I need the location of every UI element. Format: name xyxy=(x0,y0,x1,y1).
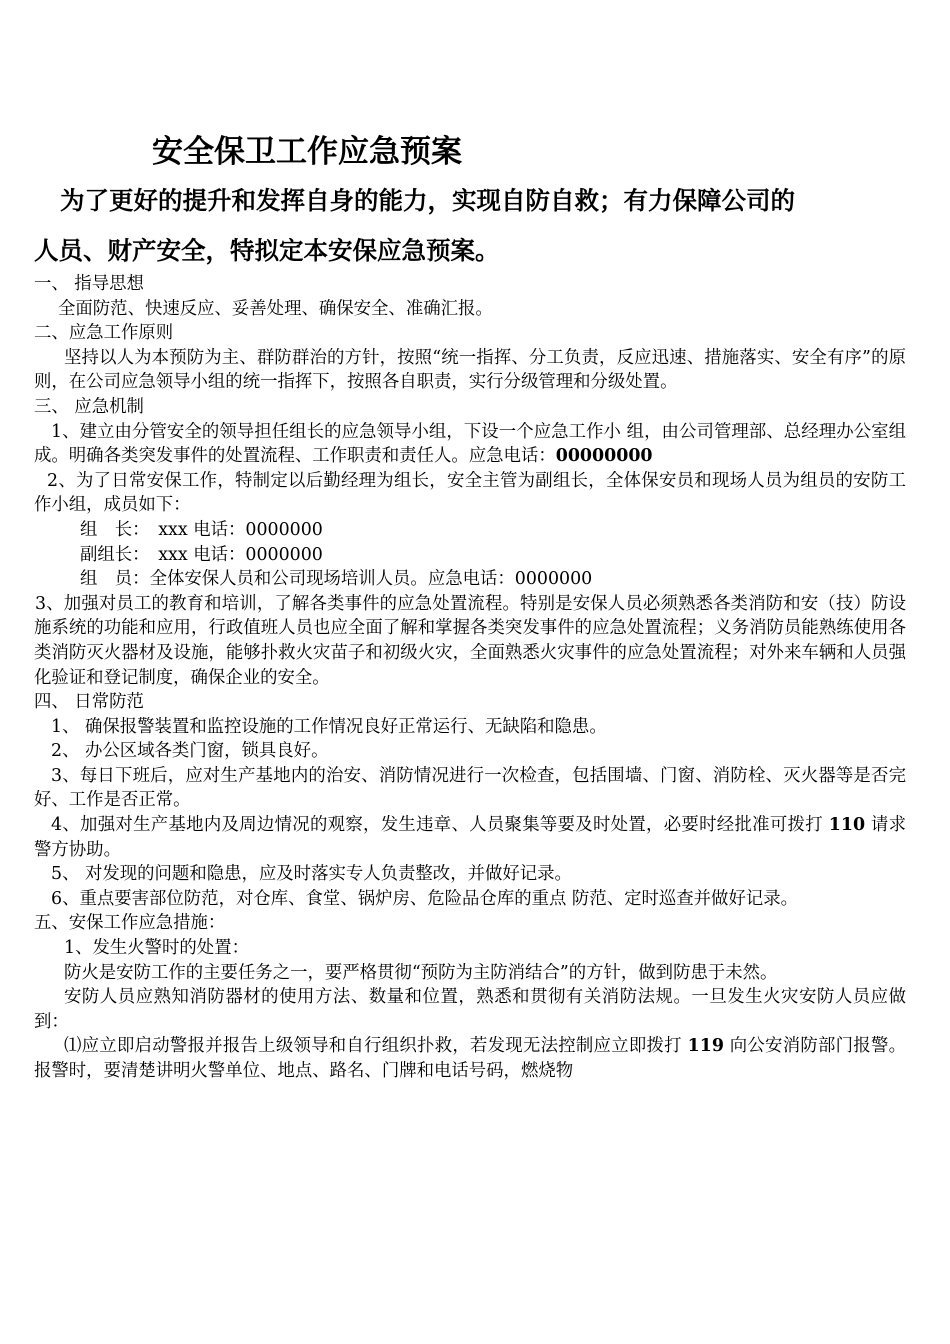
section-4-item-4 xyxy=(34,813,906,862)
section-4-item-5: 5、 对发现的问题和隐患，应及时落实专人负责整改，并做好记录。 xyxy=(51,864,572,885)
section-4-heading: 四、 日常防范 xyxy=(34,692,144,713)
section-4-item-3: 3、每日下班后，应对生产基地内的治安、消防情况进行一次检查，包括围墙、门窗、消防栓、灭火器等是否完好、工作是否正常。 xyxy=(34,765,906,811)
fire-number: 119 xyxy=(687,1036,724,1057)
police-number: 110 xyxy=(828,815,866,836)
section-4-item-6: 6、重点要害部位防范，对仓库、食堂、锅炉房、危险品仓库的重点 防范、定时巡查并做好记录。 xyxy=(51,888,799,909)
document-body xyxy=(34,272,906,1084)
emergency-phone: 00000000 xyxy=(555,446,653,467)
member-leader: 组 长： xxx 电话：0000000 xyxy=(80,519,323,540)
section-5-paragraph-3 xyxy=(34,1034,906,1083)
member-deputy-leader: 副组长： xxx 电话：0000000 xyxy=(80,544,323,565)
section-3-item-3: 3、加强对员工的教育和培训，了解各类事件的应急处置流程。特别是安保人员必须熟悉各类消防和安（技）防设施系统的功能和应用，行政值班人员也应全面了解和掌握各类突发事件的应急处置流程；义务消防员能熟练使用各类消防灭火器材及设施，能够扑救火灾苗子和初级火灾，全面熟悉火灾事件的应急处置流程；对外来车辆和人员强化验证和登记制度，确保企业的安全。 xyxy=(34,593,906,688)
section-1-text: 全面防范、快速反应、妥善处理、确保安全、准确汇报。 xyxy=(58,298,493,319)
section-2-text: 坚持以人为本预防为主、群防群治的方针，按照“统一指挥、分工负责，反应迅速、措施落实、安全有序”的原则，在公司应急领导小组的统一指挥下，按照各自职责，实行分级管理和分级处置。 xyxy=(34,347,906,393)
member-team: 组 员：全体安保人员和公司现场培训人员。应急电话：0000000 xyxy=(80,569,593,590)
intro-line-2: 人员、财产安全，特拟定本安保应急预案。 xyxy=(34,236,500,265)
section-3-item-1-text: 1、建立由分管安全的领导担任组长的应急领导小组，下设一个应急工作小 组，由公司管理部、总经理办公室组成。明确各类突发事件的处置流程、工作职责和责任人。应急电话： xyxy=(34,421,906,467)
section-4-item-4-text-b: 请求警方协助。 xyxy=(34,815,906,860)
section-4-item-4-text-a: 4、加强对生产基地内及周边情况的观察，发生违章、人员聚集等要及时处置，必要时经批准可拨打 xyxy=(51,815,823,836)
section-4-item-1: 1、 确保报警装置和监控设施的工作情况良好正常运行、无缺陷和隐患。 xyxy=(51,716,607,737)
intro-line-1: 为了更好的提升和发挥自身的能力，实现自防自救；有力保障公司的 xyxy=(60,186,795,215)
section-5-paragraph-1: 防火是安防工作的主要任务之一，要严格贯彻“预防为主防消结合”的方针，做到防患于未然。 xyxy=(64,962,778,983)
section-3-heading: 三、 应急机制 xyxy=(34,396,144,417)
section-5-subheading-1: 1、发生火警时的处置： xyxy=(64,938,249,959)
intro-paragraph xyxy=(34,176,914,276)
section-3-item-2: 2、为了日常安保工作，特制定以后勤经理为组长，安全主管为副组长，全体保安员和现场人员为组员的安防工作小组，成员如下： xyxy=(34,470,906,516)
section-4-item-2: 2、 办公区域各类门窗，锁具良好。 xyxy=(51,741,329,762)
section-3-item-1 xyxy=(34,420,906,469)
section-5-heading: 五、安保工作应急措施： xyxy=(34,913,226,934)
section-5-paragraph-3-text-b: 向公安消防部门报警。报警时，要清楚讲明火警单位、地点、路名、门牌和电话号码，燃烧物 xyxy=(34,1036,906,1081)
document-title: 安全保卫工作应急预案 xyxy=(152,134,462,170)
section-1-heading: 一、 指导思想 xyxy=(34,274,144,294)
section-5-paragraph-3-text-a: ⑴应立即启动警报并报告上级领导和自行组织扑救，若发现无法控制应立即拨打 xyxy=(64,1036,682,1057)
section-2-heading: 二、应急工作原则 xyxy=(34,323,174,344)
section-5-paragraph-2: 安防人员应熟知消防器材的使用方法、数量和位置，熟悉和贯彻有关消防法规。一旦发生火灾安防人员应做到： xyxy=(34,987,906,1032)
